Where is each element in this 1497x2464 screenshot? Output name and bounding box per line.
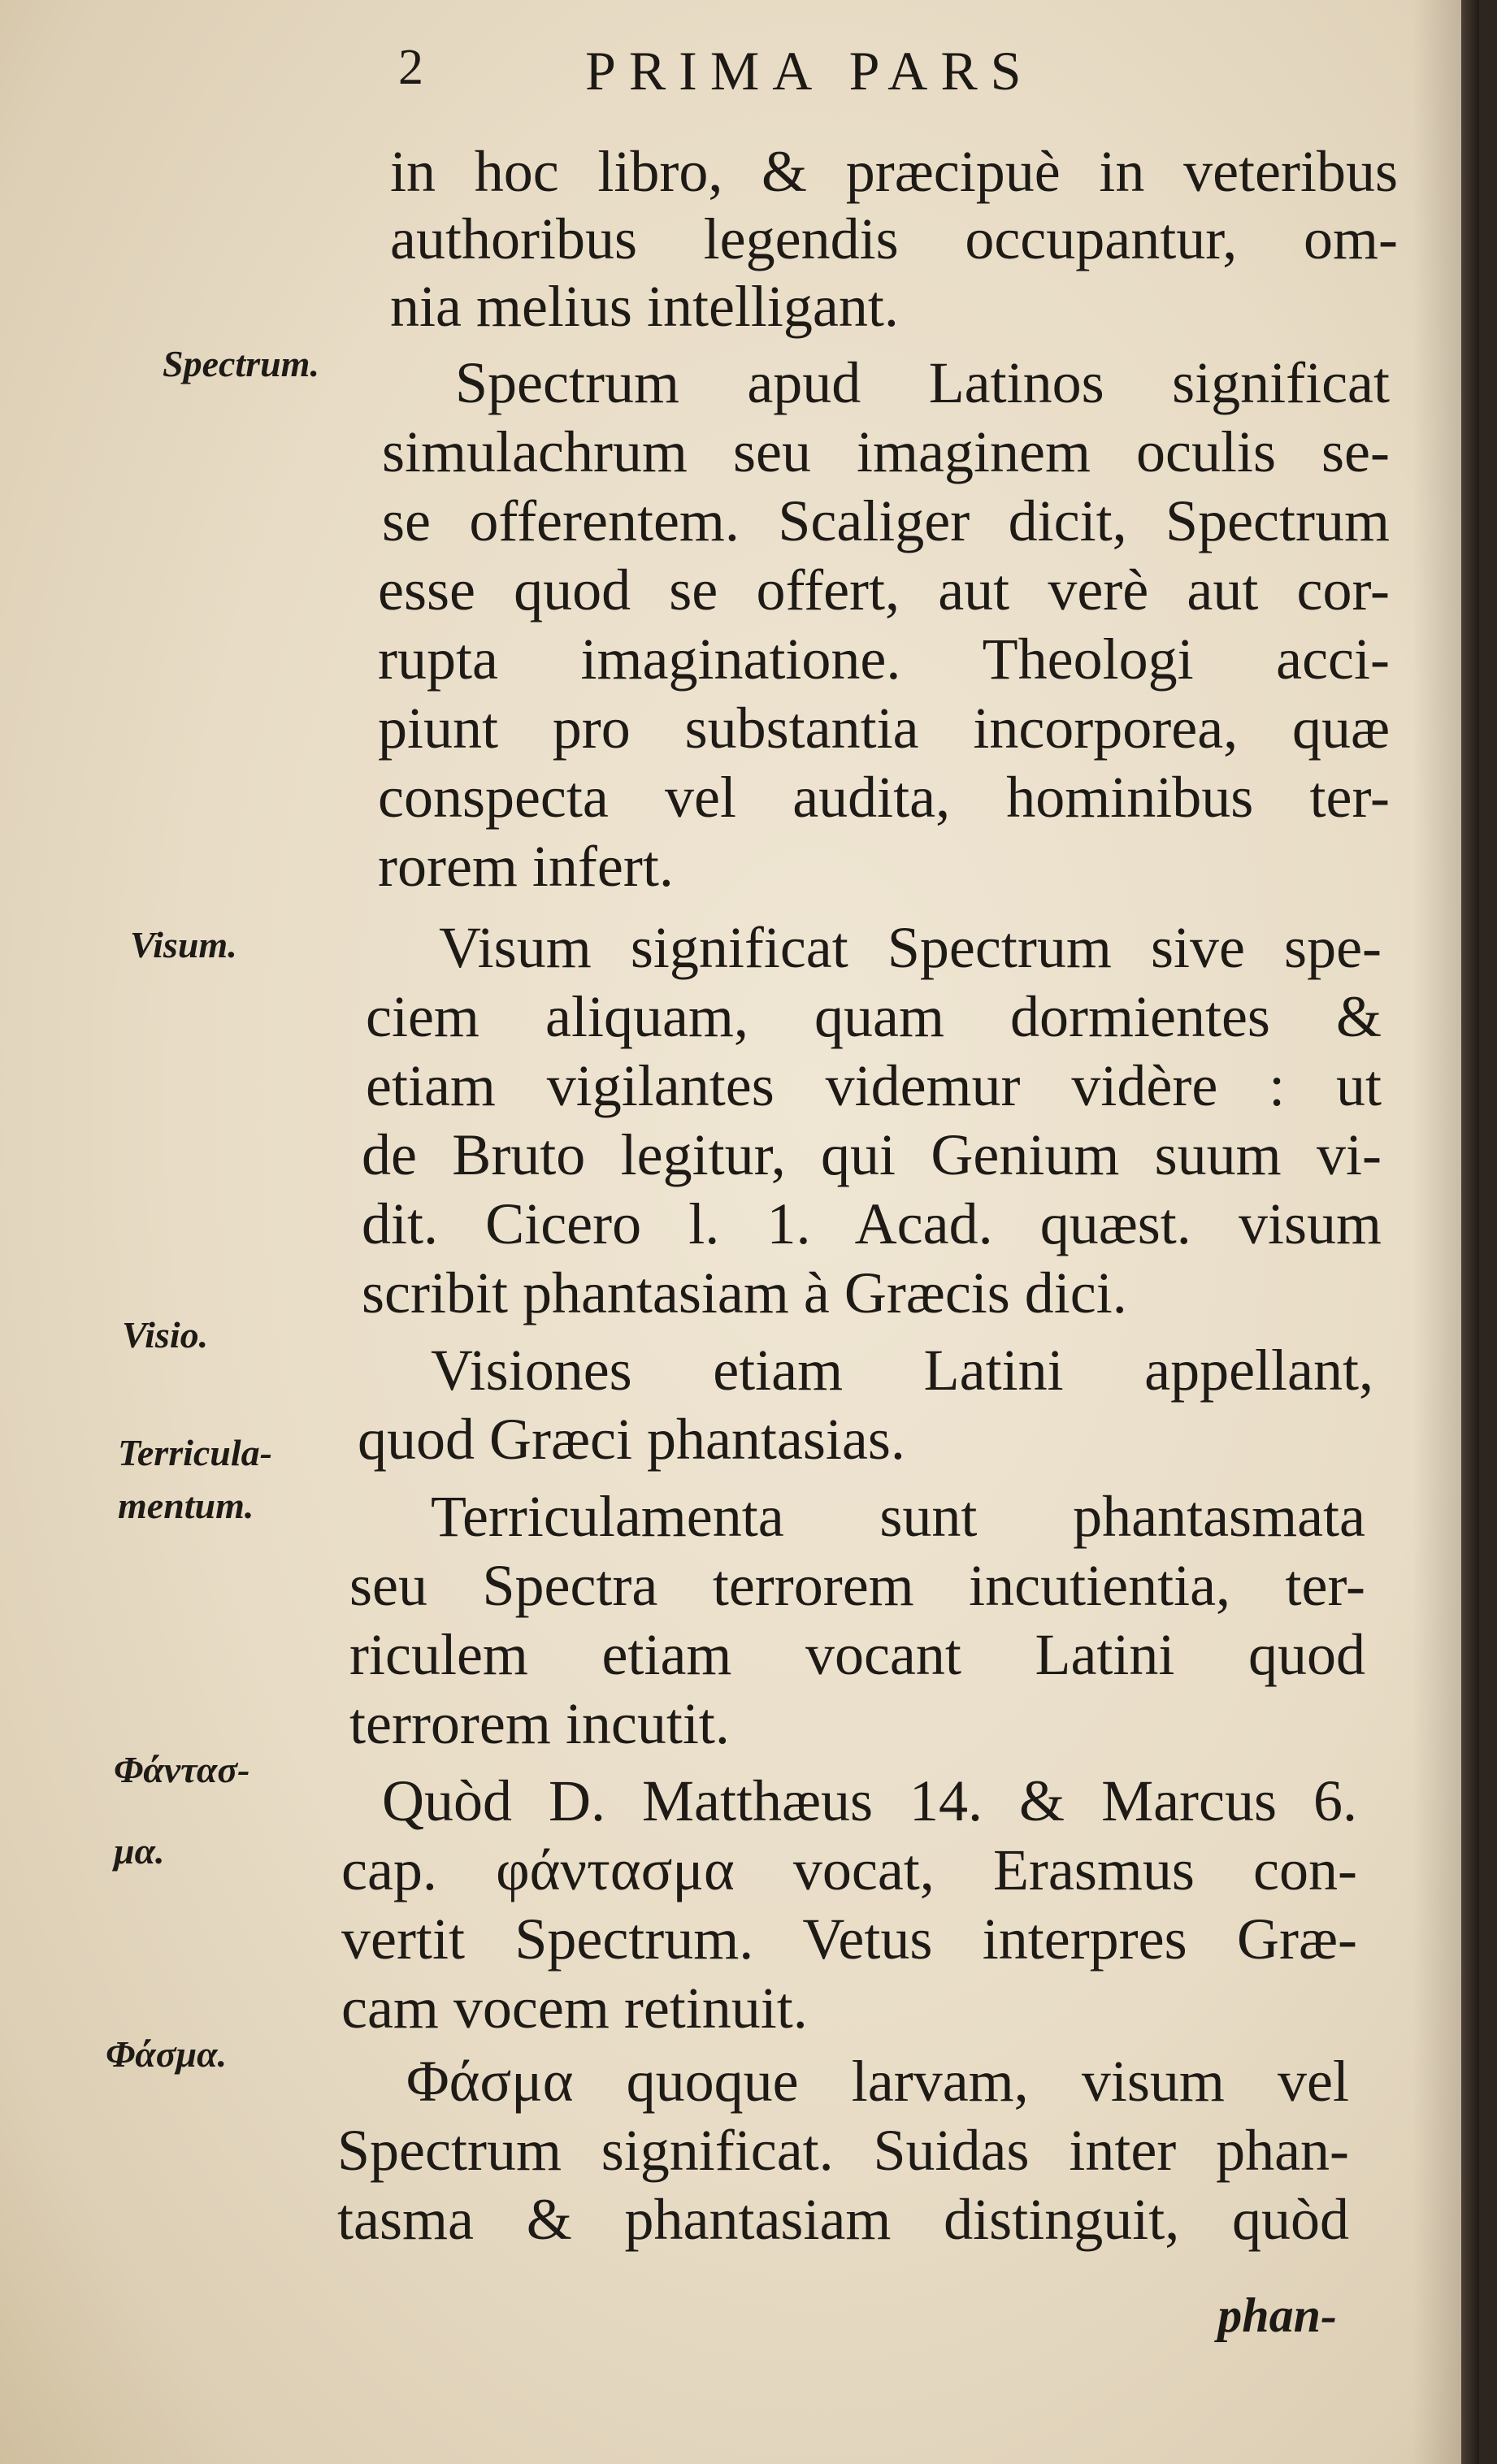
text-line: cap. φάντασμα vocat, Erasmus con-: [341, 1837, 1357, 1902]
text-line: etiam vigilantes videmur vidère : ut: [366, 1053, 1382, 1118]
catchword: phan-: [1217, 2288, 1337, 2342]
margin-note: Φάσμα.: [106, 2033, 228, 2075]
text-line: tasma & phantasiam distinguit, quòd: [337, 2187, 1349, 2252]
text-line: terrorem incutit.: [349, 1691, 730, 1756]
text-line: Visum significat Spectrum sive spe-: [439, 915, 1382, 980]
text-line: se offerentem. Scaliger dicit, Spectrum: [382, 488, 1390, 553]
text-line: Quòd D. Matthæus 14. & Marcus 6.: [382, 1768, 1357, 1833]
text-line: dit. Cicero l. 1. Acad. quæst. visum: [362, 1191, 1382, 1256]
text-line: Terriculamenta sunt phantasmata: [431, 1484, 1365, 1549]
margin-note: Spectrum.: [163, 343, 319, 384]
text-line: piunt pro substantia incorporea, quæ: [378, 696, 1390, 761]
page-gutter-shadow: [1412, 0, 1461, 2464]
margin-note: Visum.: [130, 924, 237, 965]
text-line: quod Græci phantasias.: [358, 1407, 905, 1472]
text-line: nia melius intelligant.: [390, 274, 899, 339]
text-line: Φάσμα quoque larvam, visum vel: [406, 2049, 1349, 2114]
page-number: 2: [398, 40, 423, 95]
margin-note: mentum.: [118, 1485, 254, 1526]
text-line: in hoc libro, & præcipuè in veteribus: [390, 139, 1398, 204]
text-line: de Bruto legitur, qui Genium suum vi-: [362, 1122, 1382, 1187]
text-line: Spectrum apud Latinos significat: [455, 350, 1390, 415]
margin-note: Φάντασ-: [114, 1749, 250, 1790]
text-line: authoribus legendis occupantur, om-: [390, 206, 1398, 271]
text-line: conspecta vel audita, hominibus ter-: [378, 765, 1390, 830]
text-line: seu Spectra terrorem incutientia, ter-: [349, 1553, 1365, 1618]
text-line: simulachrum seu imaginem oculis se-: [382, 419, 1390, 484]
text-line: ciem aliquam, quam dormientes &: [366, 984, 1382, 1049]
text-line: vertit Spectrum. Vetus interpres Græ-: [341, 1907, 1357, 1972]
margin-note: Terricula-: [118, 1432, 272, 1473]
text-line: rupta imaginatione. Theologi acci-: [378, 627, 1390, 692]
text-line: Visiones etiam Latini appellant,: [431, 1338, 1373, 1403]
text-line: riculem etiam vocant Latini quod: [349, 1622, 1365, 1687]
running-head: PRIMA PARS: [585, 40, 1035, 102]
text-line: scribit phantasiam à Græcis dici.: [362, 1260, 1127, 1325]
page-header: [390, 39, 1365, 128]
margin-note: Visio.: [122, 1314, 209, 1356]
margin-note: μα.: [114, 1830, 165, 1872]
text-line: cam vocem retinuit.: [341, 1976, 808, 2041]
text-line: rorem infert.: [378, 834, 674, 899]
text-line: esse quod se offert, aut verè aut cor-: [378, 557, 1390, 623]
book-spine: [1461, 0, 1479, 2464]
text-line: Spectrum significat. Suidas inter phan-: [337, 2118, 1349, 2183]
